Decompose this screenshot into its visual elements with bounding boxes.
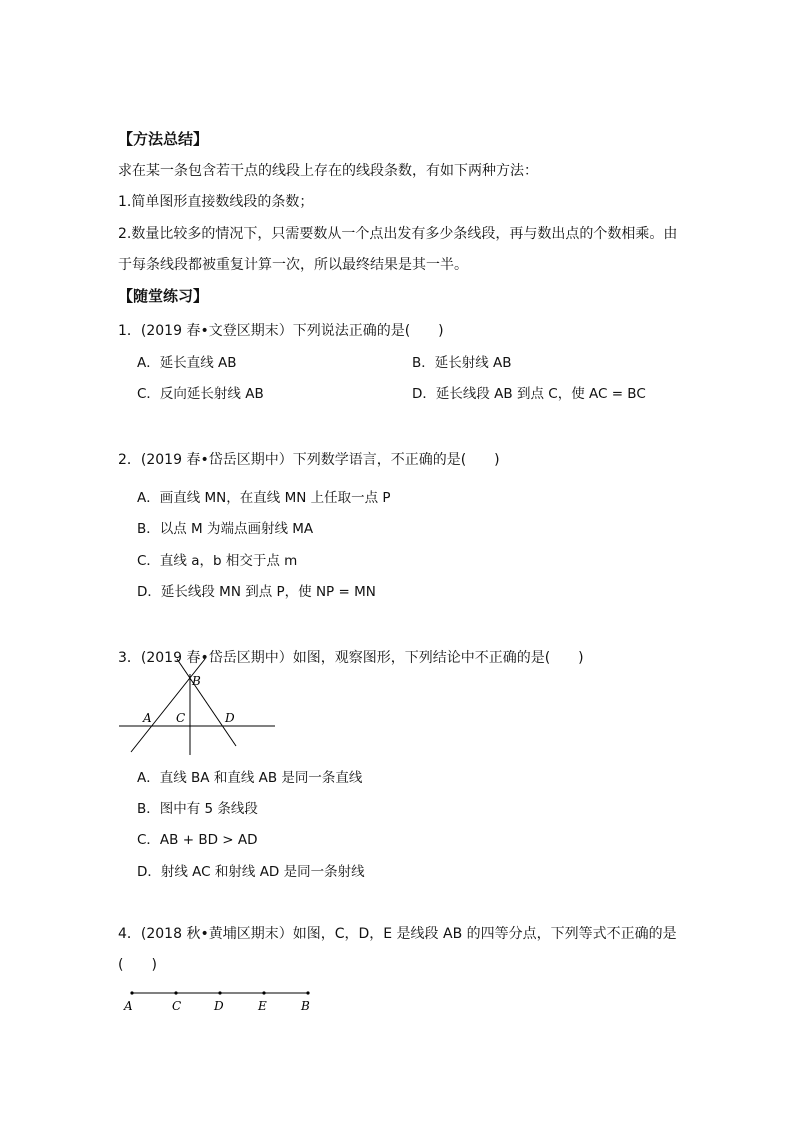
q4-label-d: D bbox=[214, 999, 224, 1013]
q3-option-a: A．直线 BA 和直线 AB 是同一条直线 bbox=[137, 770, 363, 786]
q4-point-b bbox=[306, 991, 309, 994]
q3-figure bbox=[115, 656, 280, 756]
q1-option-a: A．延长直线 AB bbox=[137, 355, 237, 371]
q2-option-a: A．画直线 MN，在直线 MN 上任取一点 P bbox=[137, 490, 391, 506]
q3-label-a: A bbox=[143, 711, 152, 725]
q4-stem-line-1: 4．(2018 秋•黄埔区期末）如图，C，D，E 是线段 AB 的四等分点，下列等式不正确的是 bbox=[118, 926, 677, 942]
method-summary-intro: 求在某一条包含若干点的线段上存在的线段条数，有如下两种方法： bbox=[118, 163, 538, 179]
q4-label-e: E bbox=[258, 999, 267, 1013]
q4-label-a: A bbox=[124, 999, 133, 1013]
q2-option-b: B．以点 M 为端点画射线 MA bbox=[137, 521, 314, 537]
q3-line-through-b-d bbox=[177, 659, 236, 746]
q1-stem: 1．(2019 春•文登区期末）下列说法正确的是( ) bbox=[118, 323, 444, 339]
q2-option-d: D．延长线段 MN 到点 P，使 NP = MN bbox=[137, 584, 376, 600]
q4-point-d bbox=[218, 991, 221, 994]
q3-option-d: D．射线 AC 和射线 AD 是同一条射线 bbox=[137, 864, 365, 880]
q3-line-through-a-b bbox=[131, 659, 205, 752]
q3-label-b: B bbox=[192, 674, 201, 688]
q4-point-e bbox=[262, 991, 265, 994]
q3-label-c: C bbox=[176, 711, 186, 725]
q4-label-b: B bbox=[301, 999, 310, 1013]
q1-option-c: C．反向延长射线 AB bbox=[137, 386, 264, 402]
q2-stem: 2．(2019 春•岱岳区期中）下列数学语言，不正确的是( ) bbox=[118, 452, 500, 468]
q1-option-d: D．延长线段 AB 到点 C，使 AC = BC bbox=[412, 386, 646, 402]
q4-point-a bbox=[130, 991, 133, 994]
q1-option-b: B．延长射线 AB bbox=[412, 355, 512, 371]
method-point-2-line-1: 2.数量比较多的情况下，只需要数从一个点出发有多少条线段，再与数出点的个数相乘。由 bbox=[118, 226, 678, 242]
q3-stem: 3．(2019 春•岱岳区期中）如图，观察图形，下列结论中不正确的是( ) bbox=[118, 650, 584, 666]
q3-label-d: D bbox=[225, 711, 235, 725]
method-point-2-line-2: 于每条线段都被重复计算一次，所以最终结果是其一半。 bbox=[118, 257, 468, 273]
q2-option-c: C．直线 a，b 相交于点 m bbox=[137, 553, 298, 569]
practice-heading: 【随堂练习】 bbox=[118, 287, 209, 305]
method-point-1: 1.简单图形直接数线段的条数； bbox=[118, 194, 314, 210]
q4-label-c: C bbox=[172, 999, 182, 1013]
method-summary-heading: 【方法总结】 bbox=[118, 130, 209, 148]
q3-option-b: B．图中有 5 条线段 bbox=[137, 801, 258, 817]
q4-figure bbox=[118, 985, 323, 1015]
q4-stem-line-2: ( ) bbox=[118, 957, 157, 973]
q3-option-c: C．AB + BD > AD bbox=[137, 832, 258, 848]
q4-point-c bbox=[174, 991, 177, 994]
